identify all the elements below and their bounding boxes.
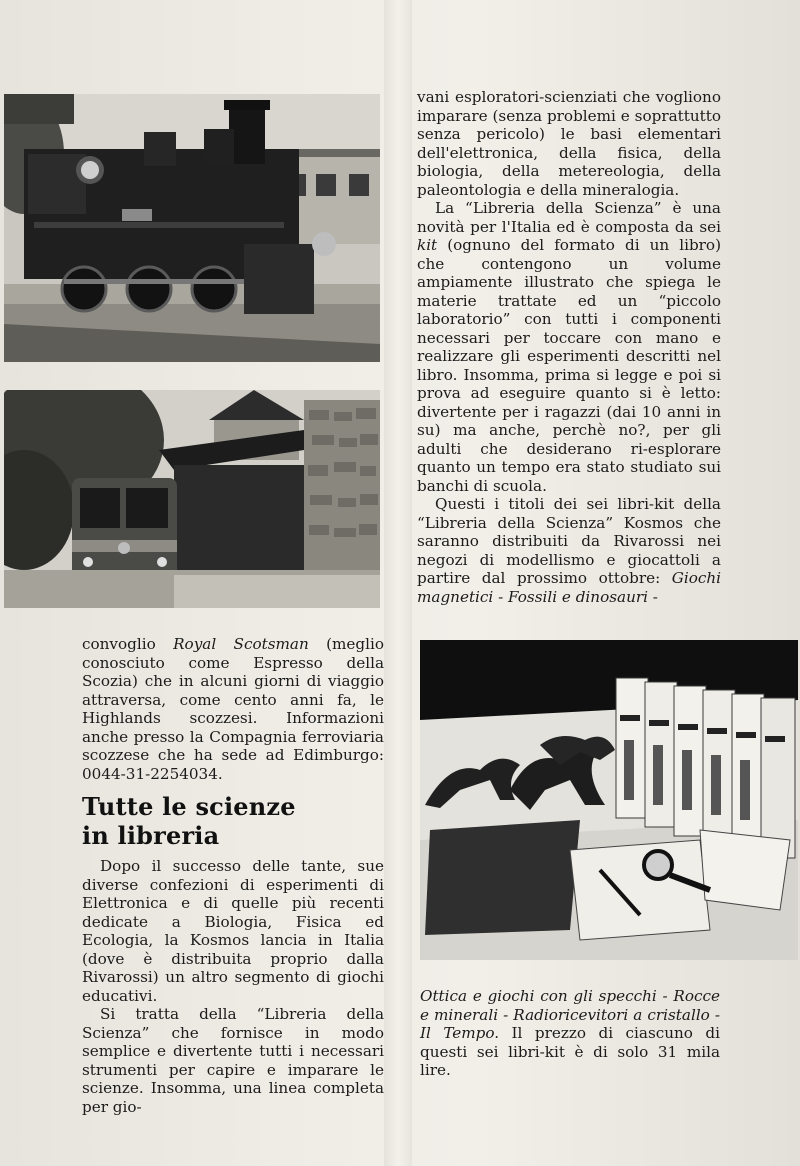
body-paragraph — [417, 199, 721, 495]
railcar-station-photo — [4, 390, 380, 608]
body-paragraph — [420, 987, 720, 1080]
body-paragraph: vani esploratori-scienziati che vogliono imparare (senza problemi e soprattutto senza pericolo) le basi elementari dell'elettronica, della fisica, della biologia, della metereologia, della paleontologia e della mineralogia. — [417, 88, 721, 199]
body-paragraph: Si tratta della “Libreria della Scienza” che fornisce in modo semplice e divertente tutti i necessari strumenti per capire e imparare le scienze. Insomma, una linea completa per gio- — [82, 1005, 384, 1116]
text-span: Questi i titoli dei sei libri-kit della “Libreria della Scienza” Kosmos che saranno distribuiti da Rivarossi nei negozi di modellismo e giocattoli a partire dal prossimo ottobre: — [417, 495, 721, 587]
text-span: (meglio conosciuto come Espresso della Scozia) che in alcuni giorni di viaggio attraversa, come cento anni fa, le Highlands scozzesi. Informazioni anche presso la Compagnia ferroviaria scozzese che ha sede ad Edimburgo: 0044-31-2254034. — [82, 635, 384, 783]
text-span: (ognuno del formato di un libro) che contengono un volume ampiamente illustrato che spiega le materie trattate ed un “piccolo laboratorio” con tutti i componenti necessari per toccare con mano e realizzare gli esperimenti descritti nel libro. Insomma, prima si legge e poi si prova ad eseguire quanto si è letto: divertente per i ragazzi (dai 10 anni in su) ma anche, perchè no?, per gli adulti che desiderano ri-esplorare quanto un tempo era stato studiato sui banchi di scuola. — [417, 236, 721, 495]
heading-line-1: Tutte le scienze — [82, 792, 296, 821]
science-kit-photo — [420, 640, 798, 960]
steam-locomotive-photo — [4, 94, 380, 362]
left-column-continuation — [82, 635, 384, 783]
italic-text: kit — [417, 236, 438, 254]
text-span: Il prezzo di ciascuno di questi sei libri-kit è di solo 31 mila lire. — [420, 1024, 720, 1079]
gutter — [384, 0, 412, 1166]
text-span: convoglio — [82, 635, 174, 653]
body-paragraph: Dopo il successo delle tante, sue diverse confezioni di esperimenti di Elettronica e di quelle più recenti dedicate a Biologia, Fisica ed Ecologia, la Kosmos lancia in Italia (dove è distribuita proprio dalla Rivarossi) un altro segmento di giochi educativi. — [82, 857, 384, 1005]
right-column-bottom — [420, 987, 720, 1080]
text-span: La “Libreria della Scienza” è una novità per l'Italia ed è composta da sei — [417, 199, 721, 236]
right-column-top — [417, 88, 721, 606]
italic-text: Giochi magnetici - Fossili e dinosauri - — [417, 569, 721, 606]
heading-line-2: in libreria — [82, 821, 220, 850]
continuation-paragraph — [82, 635, 384, 783]
article-heading — [82, 792, 384, 850]
italic-text: Ottica e giochi con gli specchi - Rocce e minerali - Radioricevitori a cristallo - Il Tempo. — [420, 987, 720, 1042]
body-paragraph — [417, 495, 721, 606]
italic-text: Royal Scotsman — [173, 635, 309, 653]
left-column-body — [82, 857, 384, 1116]
